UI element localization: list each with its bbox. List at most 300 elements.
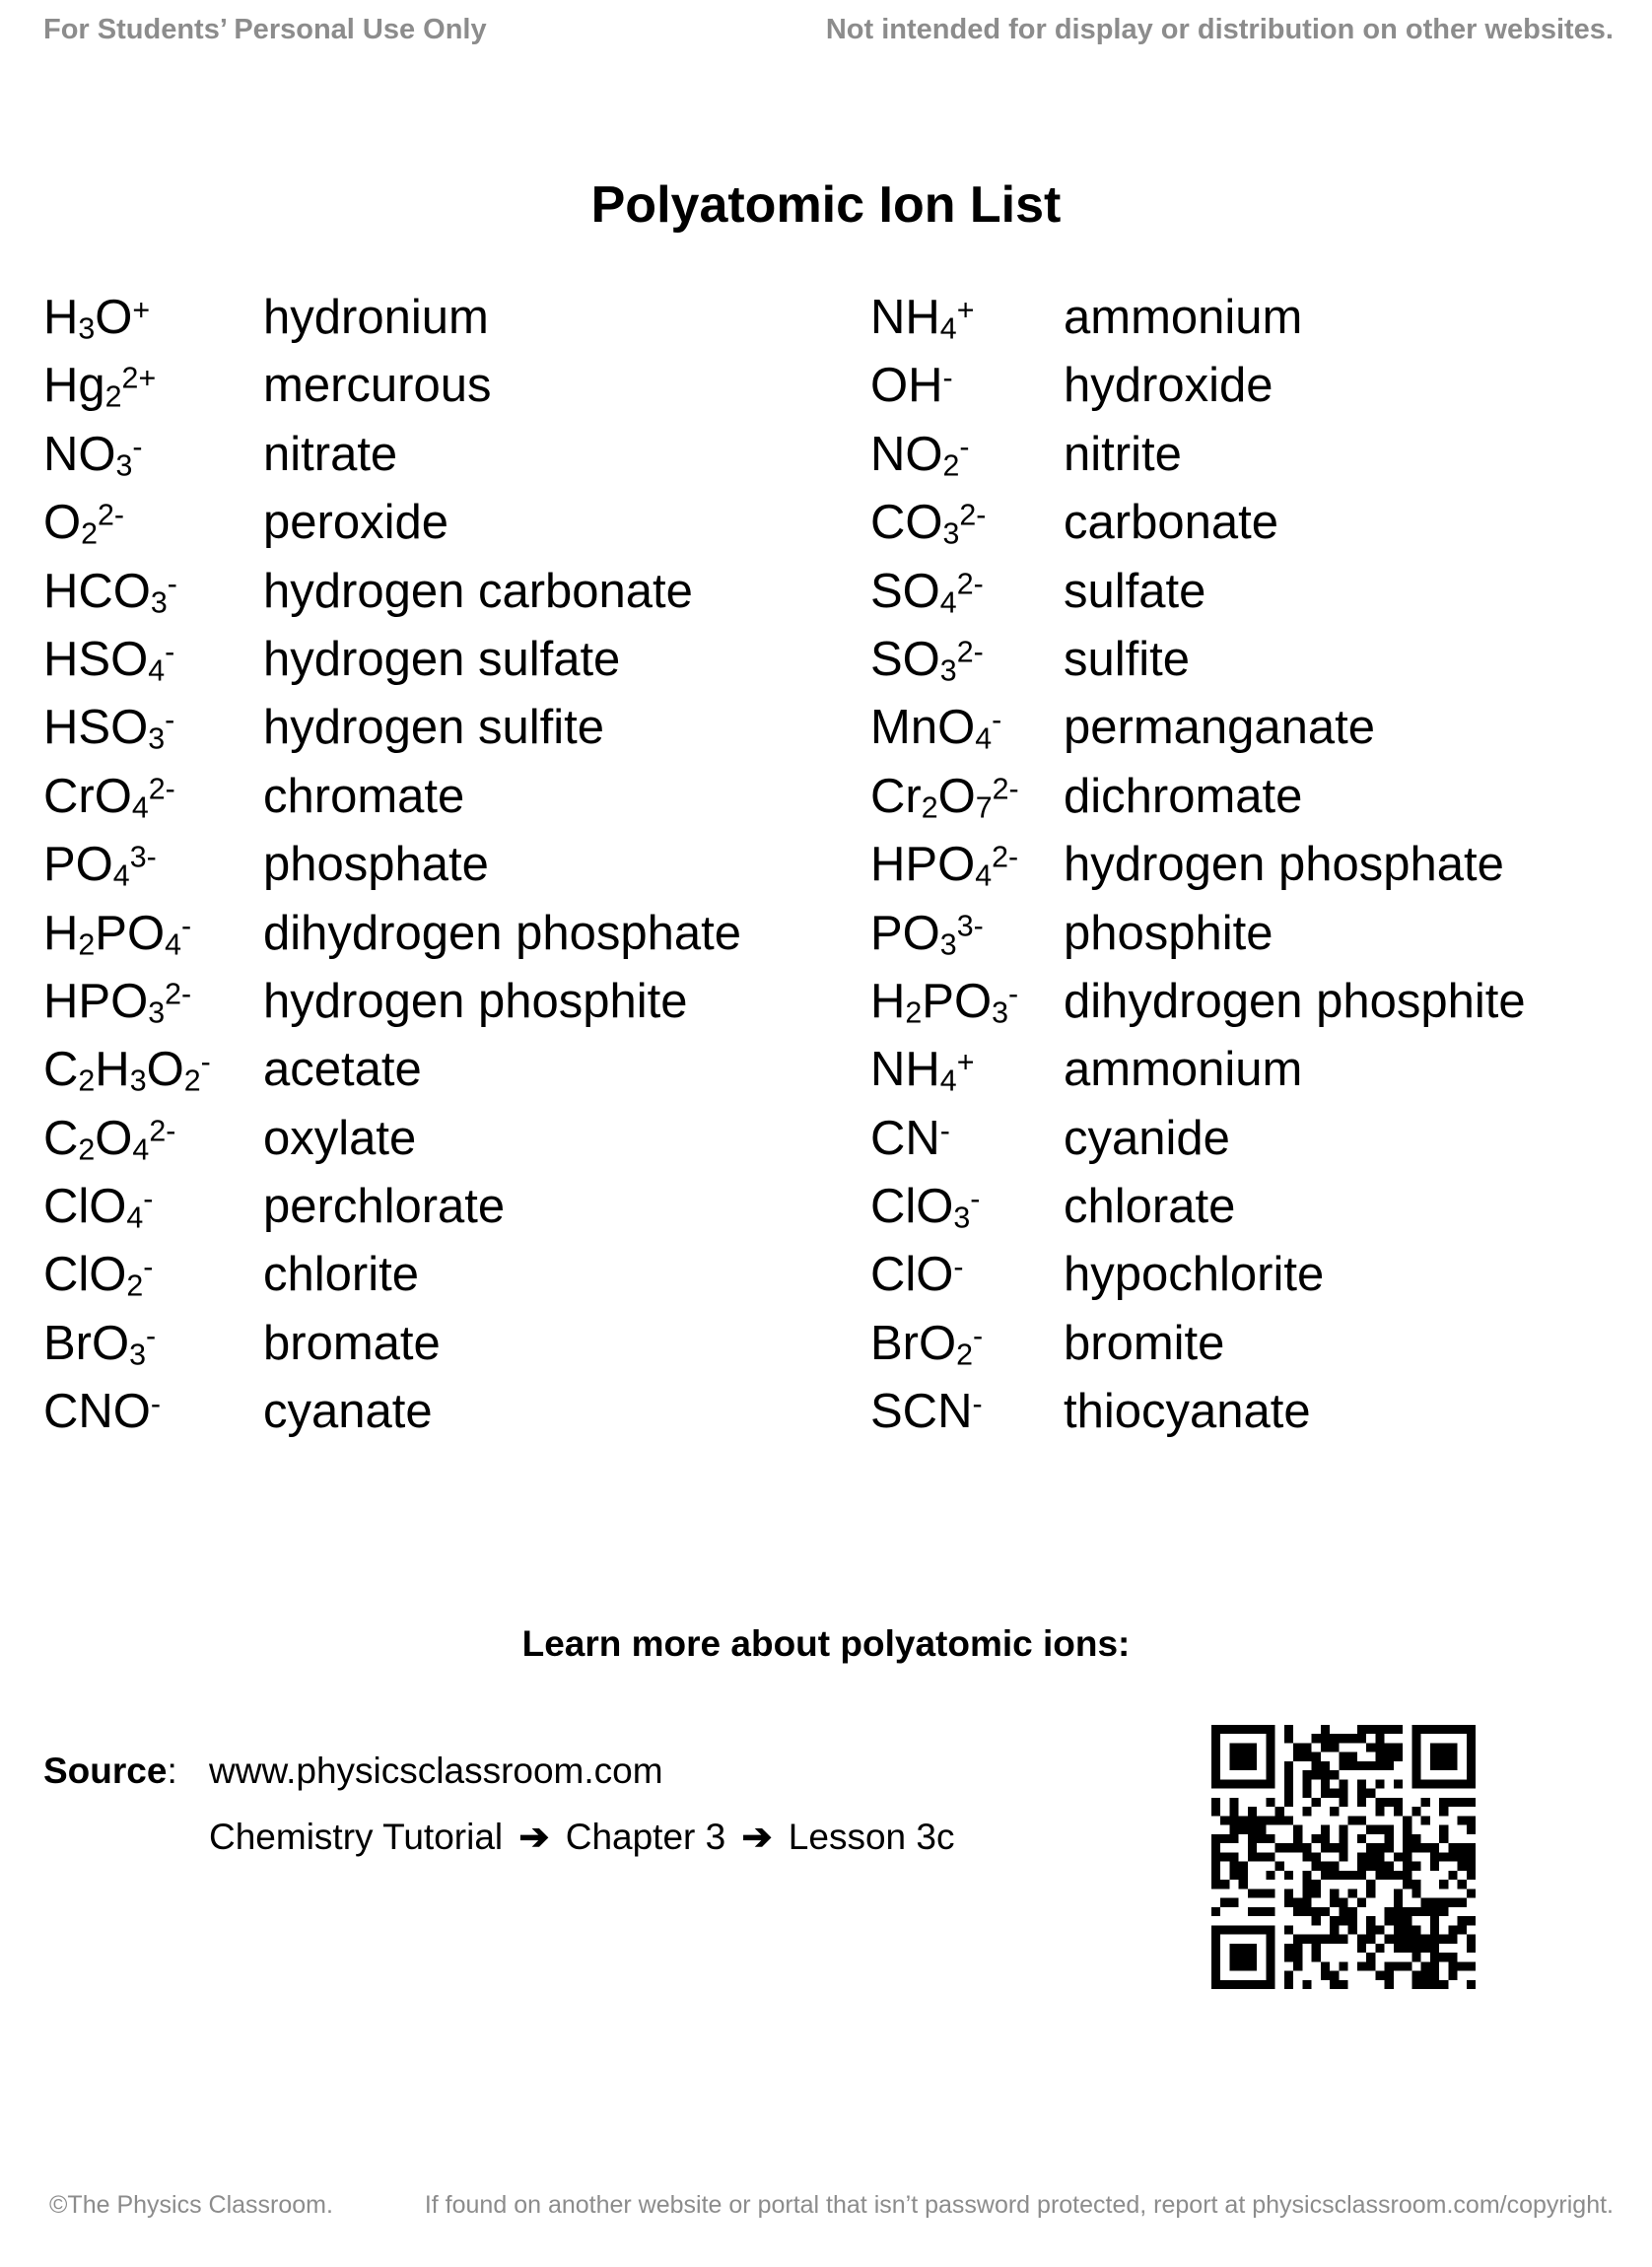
qr-module xyxy=(1229,1862,1238,1871)
qr-module xyxy=(1411,1752,1420,1761)
qr-module xyxy=(1284,1779,1293,1788)
qr-module xyxy=(1220,1898,1229,1907)
formula-sup: - xyxy=(970,1182,981,1216)
qr-module xyxy=(1411,1925,1420,1934)
formula-text: CrO xyxy=(43,769,132,823)
page-title: Polyatomic Ion List xyxy=(590,176,1062,234)
source-url[interactable]: www.physicsclassroom.com xyxy=(209,1751,663,1791)
qr-module xyxy=(1321,1961,1330,1970)
qr-module xyxy=(1339,1834,1347,1843)
qr-module xyxy=(1385,1961,1394,1970)
qr-module xyxy=(1284,1725,1293,1734)
formula-sup: - xyxy=(146,1319,157,1353)
qr-module xyxy=(1339,1798,1347,1807)
qr-module xyxy=(1302,1852,1311,1861)
footer-report-notice: If found on another website or portal that isn’t password protected, report at physicsclassroom.com/copyright. xyxy=(424,2191,1614,2219)
qr-module xyxy=(1220,1779,1229,1788)
qr-code-icon[interactable] xyxy=(1211,1725,1476,1989)
qr-module xyxy=(1284,1953,1293,1961)
ion-formula xyxy=(870,906,1064,961)
formula-sup: - xyxy=(167,566,177,600)
ion-formula xyxy=(870,632,1064,687)
qr-module xyxy=(1284,1889,1293,1897)
qr-module xyxy=(1430,1961,1439,1970)
qr-module xyxy=(1385,1798,1394,1807)
formula-text: ClO xyxy=(43,1248,127,1302)
ion-formula xyxy=(870,427,1064,482)
qr-module xyxy=(1330,1971,1339,1980)
path-step-tutorial: Chemistry Tutorial xyxy=(209,1817,504,1857)
qr-module xyxy=(1293,1834,1302,1843)
qr-module xyxy=(1394,1944,1403,1953)
qr-module xyxy=(1211,1734,1220,1743)
qr-module xyxy=(1467,1752,1476,1761)
ion-formula xyxy=(870,700,1064,755)
qr-module xyxy=(1293,1935,1302,1944)
ion-formula xyxy=(43,1111,263,1166)
ion-row xyxy=(43,1111,741,1179)
qr-module xyxy=(1266,1752,1274,1761)
ion-row xyxy=(870,1042,1526,1110)
qr-module xyxy=(1403,1816,1411,1824)
qr-module xyxy=(1411,1834,1420,1843)
qr-module xyxy=(1248,1816,1257,1824)
qr-module xyxy=(1266,1925,1274,1934)
qr-module xyxy=(1385,1761,1394,1770)
qr-module xyxy=(1248,1961,1257,1970)
qr-module xyxy=(1366,1843,1375,1852)
qr-module xyxy=(1248,1925,1257,1934)
ion-formula xyxy=(870,1042,1064,1097)
formula-sup: - xyxy=(132,430,143,464)
qr-module xyxy=(1312,1889,1321,1897)
qr-module xyxy=(1448,1953,1457,1961)
formula-text: O xyxy=(95,291,133,344)
ion-formula xyxy=(43,632,263,687)
qr-module xyxy=(1411,1944,1420,1953)
qr-module xyxy=(1211,1925,1220,1934)
formula-text: NH xyxy=(870,1043,940,1097)
qr-module xyxy=(1421,1843,1430,1852)
formula-text: PO xyxy=(43,838,113,892)
qr-module xyxy=(1293,1843,1302,1852)
qr-module xyxy=(1266,1834,1274,1843)
qr-module xyxy=(1439,1980,1448,1989)
qr-module xyxy=(1421,1816,1430,1824)
ion-row xyxy=(43,358,741,426)
ion-row xyxy=(870,427,1526,495)
ion-name: chromate xyxy=(263,769,465,823)
formula-text: HSO xyxy=(43,632,149,686)
qr-module xyxy=(1439,1743,1448,1752)
qr-module xyxy=(1257,1816,1266,1824)
qr-module xyxy=(1467,1916,1476,1925)
path-step-chapter: Chapter 3 xyxy=(565,1817,726,1857)
qr-module xyxy=(1339,1761,1347,1770)
qr-module xyxy=(1421,1944,1430,1953)
qr-module xyxy=(1293,1752,1302,1761)
qr-module xyxy=(1403,1925,1411,1934)
qr-module xyxy=(1229,1743,1238,1752)
qr-module xyxy=(1284,1871,1293,1880)
ion-formula xyxy=(43,1179,263,1234)
qr-module xyxy=(1248,1743,1257,1752)
qr-module xyxy=(1375,1843,1384,1852)
qr-module xyxy=(1348,1761,1357,1770)
qr-module xyxy=(1348,1907,1357,1916)
qr-module xyxy=(1211,1980,1220,1989)
qr-module xyxy=(1239,1779,1248,1788)
formula-text: O xyxy=(95,1111,133,1165)
ion-formula xyxy=(43,974,263,1029)
qr-module xyxy=(1467,1816,1476,1824)
qr-module xyxy=(1394,1871,1403,1880)
formula-text: CN xyxy=(870,1111,940,1165)
qr-module xyxy=(1357,1761,1366,1770)
qr-module xyxy=(1211,1834,1220,1843)
formula-sub: 4 xyxy=(939,585,957,620)
source-path xyxy=(209,1816,954,1858)
ion-name: mercurous xyxy=(263,359,492,413)
formula-text: H xyxy=(43,291,79,344)
qr-module xyxy=(1430,1907,1439,1916)
qr-module xyxy=(1467,1944,1476,1953)
ion-row xyxy=(43,495,741,563)
formula-text: SO xyxy=(870,632,940,686)
ion-name: dihydrogen phosphite xyxy=(1064,974,1526,1028)
qr-module xyxy=(1248,1825,1257,1834)
ion-row xyxy=(870,290,1526,358)
qr-module xyxy=(1229,1752,1238,1761)
qr-module xyxy=(1439,1834,1448,1843)
qr-module xyxy=(1211,1798,1220,1807)
qr-module xyxy=(1330,1743,1339,1752)
qr-module xyxy=(1302,1898,1311,1907)
qr-module xyxy=(1257,1725,1266,1734)
ion-row xyxy=(870,906,1526,974)
qr-module xyxy=(1411,1880,1420,1889)
qr-module xyxy=(1357,1852,1366,1861)
qr-module xyxy=(1357,1725,1366,1734)
qr-module xyxy=(1284,1944,1293,1953)
qr-module xyxy=(1211,1743,1220,1752)
ion-formula xyxy=(43,564,263,619)
formula-sup: - xyxy=(181,908,192,942)
qr-module xyxy=(1266,1779,1274,1788)
qr-module xyxy=(1467,1889,1476,1897)
qr-module xyxy=(1266,1761,1274,1770)
qr-module xyxy=(1266,1961,1274,1970)
qr-module xyxy=(1430,1779,1439,1788)
ion-row xyxy=(870,1111,1526,1179)
ion-formula xyxy=(870,290,1064,345)
qr-module xyxy=(1348,1816,1357,1824)
qr-module xyxy=(1275,1862,1284,1871)
qr-module xyxy=(1448,1971,1457,1980)
ion-formula xyxy=(43,906,263,961)
qr-module xyxy=(1430,1916,1439,1925)
formula-sub: 2 xyxy=(78,1064,96,1098)
qr-module xyxy=(1229,1980,1238,1989)
qr-module xyxy=(1211,1935,1220,1944)
qr-module xyxy=(1375,1852,1384,1861)
ion-row xyxy=(43,906,741,974)
right-ion-column xyxy=(870,290,1526,1453)
qr-module xyxy=(1229,1953,1238,1961)
formula-text: C xyxy=(43,1043,79,1097)
qr-module xyxy=(1385,1825,1394,1834)
qr-module xyxy=(1366,1880,1375,1889)
qr-module xyxy=(1321,1862,1330,1871)
formula-sub: 2 xyxy=(78,1133,96,1167)
qr-module xyxy=(1403,1825,1411,1834)
ion-row xyxy=(870,564,1526,632)
formula-text: C xyxy=(43,1111,79,1165)
qr-module xyxy=(1411,1935,1420,1944)
qr-module xyxy=(1293,1743,1302,1752)
formula-text: O xyxy=(43,496,82,550)
qr-module xyxy=(1321,1779,1330,1788)
qr-module xyxy=(1357,1779,1366,1788)
ion-row xyxy=(43,1179,741,1247)
ion-row xyxy=(43,769,741,837)
qr-module xyxy=(1458,1916,1467,1925)
qr-module xyxy=(1266,1852,1274,1861)
ion-name: peroxide xyxy=(263,496,448,550)
ion-row xyxy=(43,427,741,495)
qr-module xyxy=(1375,1807,1384,1816)
formula-text: MnO xyxy=(870,701,976,755)
ion-name: chlorate xyxy=(1064,1180,1236,1234)
qr-module xyxy=(1302,1980,1311,1989)
qr-module xyxy=(1375,1862,1384,1871)
qr-module xyxy=(1375,1752,1384,1761)
qr-module xyxy=(1430,1944,1439,1953)
qr-module xyxy=(1366,1825,1375,1834)
qr-module xyxy=(1375,1798,1384,1807)
formula-text: NO xyxy=(870,427,943,481)
qr-module xyxy=(1239,1725,1248,1734)
qr-module xyxy=(1239,1825,1248,1834)
qr-module xyxy=(1439,1825,1448,1834)
qr-module xyxy=(1211,1871,1220,1880)
qr-module xyxy=(1321,1743,1330,1752)
qr-module xyxy=(1284,1734,1293,1743)
qr-module xyxy=(1302,1752,1311,1761)
qr-module xyxy=(1448,1871,1457,1880)
formula-sub: 3 xyxy=(78,311,96,346)
ion-formula xyxy=(870,358,1064,413)
qr-module xyxy=(1284,1843,1293,1852)
qr-module xyxy=(1467,1725,1476,1734)
qr-module xyxy=(1357,1871,1366,1880)
qr-module xyxy=(1467,1843,1476,1852)
qr-module xyxy=(1467,1961,1476,1970)
qr-module xyxy=(1312,1935,1321,1944)
ion-name: cyanate xyxy=(263,1385,433,1439)
qr-module xyxy=(1394,1916,1403,1925)
qr-module xyxy=(1421,1961,1430,1970)
formula-text: PO xyxy=(870,906,940,960)
qr-module xyxy=(1411,1807,1420,1816)
formula-sub: 4 xyxy=(131,790,149,825)
formula-sup: 2- xyxy=(149,1114,176,1148)
formula-sup: 2- xyxy=(992,840,1019,874)
qr-module xyxy=(1293,1898,1302,1907)
qr-module xyxy=(1430,1852,1439,1861)
formula-sup: 2- xyxy=(98,498,125,532)
qr-module xyxy=(1366,1743,1375,1752)
qr-module xyxy=(1229,1807,1238,1816)
qr-module xyxy=(1330,1789,1339,1798)
qr-module xyxy=(1348,1734,1357,1743)
ion-row xyxy=(43,564,741,632)
formula-text: NH xyxy=(870,291,940,344)
qr-module xyxy=(1339,1871,1347,1880)
ion-formula xyxy=(43,769,263,824)
qr-module xyxy=(1239,1862,1248,1871)
formula-text: HSO xyxy=(43,701,149,755)
ion-name: hydrogen phosphite xyxy=(263,974,688,1028)
qr-module xyxy=(1439,1807,1448,1816)
qr-module xyxy=(1467,1779,1476,1788)
qr-module xyxy=(1411,1734,1420,1743)
qr-module xyxy=(1211,1725,1220,1734)
formula-sub: 3 xyxy=(939,653,957,688)
qr-module xyxy=(1339,1779,1347,1788)
ion-name: dichromate xyxy=(1064,769,1303,823)
formula-text: ClO xyxy=(870,1248,954,1302)
formula-sup: + xyxy=(132,293,151,327)
qr-module xyxy=(1430,1761,1439,1770)
qr-module xyxy=(1385,1980,1394,1989)
qr-module xyxy=(1366,1925,1375,1934)
ion-row xyxy=(43,837,741,905)
qr-module xyxy=(1211,1770,1220,1779)
formula-sup: - xyxy=(939,1114,950,1148)
qr-module xyxy=(1211,1779,1220,1788)
source-label-group xyxy=(43,1751,177,1792)
ion-name: hydrogen carbonate xyxy=(263,564,693,618)
qr-module xyxy=(1411,1980,1420,1989)
ion-row xyxy=(43,700,741,768)
ion-row xyxy=(43,1247,741,1315)
formula-sub: 3 xyxy=(992,996,1008,1030)
qr-module xyxy=(1467,1825,1476,1834)
qr-module xyxy=(1411,1770,1420,1779)
qr-module xyxy=(1211,1852,1220,1861)
qr-module xyxy=(1458,1880,1467,1889)
ion-row xyxy=(870,700,1526,768)
formula-text: CNO xyxy=(43,1385,151,1439)
qr-module xyxy=(1467,1761,1476,1770)
formula-sub: 3 xyxy=(115,448,133,483)
qr-module xyxy=(1357,1816,1366,1824)
formula-sup: 3- xyxy=(129,840,157,874)
qr-module xyxy=(1366,1961,1375,1970)
qr-module xyxy=(1266,1944,1274,1953)
ion-name: oxylate xyxy=(263,1111,417,1165)
formula-sup: 2- xyxy=(165,977,192,1011)
qr-module xyxy=(1394,1725,1403,1734)
formula-sub: 2 xyxy=(104,379,122,414)
ion-name: chlorite xyxy=(263,1248,419,1302)
formula-text: H xyxy=(43,906,79,960)
qr-module xyxy=(1312,1880,1321,1889)
qr-module xyxy=(1266,1889,1274,1897)
qr-module xyxy=(1430,1971,1439,1980)
formula-sub: 2 xyxy=(942,448,960,483)
qr-module xyxy=(1229,1871,1238,1880)
qr-module xyxy=(1248,1761,1257,1770)
formula-sup: - xyxy=(973,1319,984,1353)
qr-module xyxy=(1366,1953,1375,1961)
formula-sub: 3 xyxy=(129,1338,147,1372)
qr-module xyxy=(1348,1925,1357,1934)
qr-module xyxy=(1403,1880,1411,1889)
qr-module xyxy=(1257,1889,1266,1897)
qr-module xyxy=(1248,1907,1257,1916)
qr-module xyxy=(1220,1980,1229,1989)
qr-module xyxy=(1357,1798,1366,1807)
qr-module xyxy=(1266,1743,1274,1752)
qr-module xyxy=(1312,1953,1321,1961)
qr-module xyxy=(1411,1889,1420,1897)
ion-formula xyxy=(43,1316,263,1371)
ion-formula xyxy=(43,1384,263,1439)
qr-module xyxy=(1430,1980,1439,1989)
qr-module xyxy=(1330,1871,1339,1880)
formula-sub: 3 xyxy=(942,516,960,551)
qr-module xyxy=(1403,1935,1411,1944)
qr-module xyxy=(1458,1798,1467,1807)
path-step-lesson: Lesson 3c xyxy=(788,1817,955,1857)
qr-module xyxy=(1366,1789,1375,1798)
formula-sup: - xyxy=(1008,977,1019,1011)
qr-module xyxy=(1211,1880,1220,1889)
ion-formula xyxy=(870,1316,1064,1371)
qr-module xyxy=(1220,1725,1229,1734)
qr-module xyxy=(1467,1980,1476,1989)
qr-module xyxy=(1430,1953,1439,1961)
formula-text: H xyxy=(95,1043,130,1097)
ion-row xyxy=(870,632,1526,700)
qr-module xyxy=(1239,1880,1248,1889)
qr-module xyxy=(1467,1935,1476,1944)
formula-text: O xyxy=(146,1043,184,1097)
qr-module xyxy=(1411,1725,1420,1734)
formula-sup: + xyxy=(956,293,975,327)
qr-module xyxy=(1385,1871,1394,1880)
formula-sub: 4 xyxy=(939,311,957,346)
qr-module xyxy=(1385,1843,1394,1852)
formula-sub: 3 xyxy=(129,1064,147,1098)
qr-module xyxy=(1229,1725,1238,1734)
qr-module xyxy=(1339,1961,1347,1970)
formula-sup: - xyxy=(165,703,175,737)
formula-text: H xyxy=(870,974,906,1028)
qr-module xyxy=(1366,1725,1375,1734)
ion-name: dihydrogen phosphate xyxy=(263,906,741,960)
formula-text: PO xyxy=(95,906,166,960)
formula-text: SCN xyxy=(870,1385,973,1439)
qr-module xyxy=(1467,1734,1476,1743)
qr-module xyxy=(1366,1852,1375,1861)
qr-module xyxy=(1357,1834,1366,1843)
formula-sub: 4 xyxy=(112,859,130,893)
qr-module xyxy=(1302,1743,1311,1752)
formula-sup: 2- xyxy=(956,635,984,669)
